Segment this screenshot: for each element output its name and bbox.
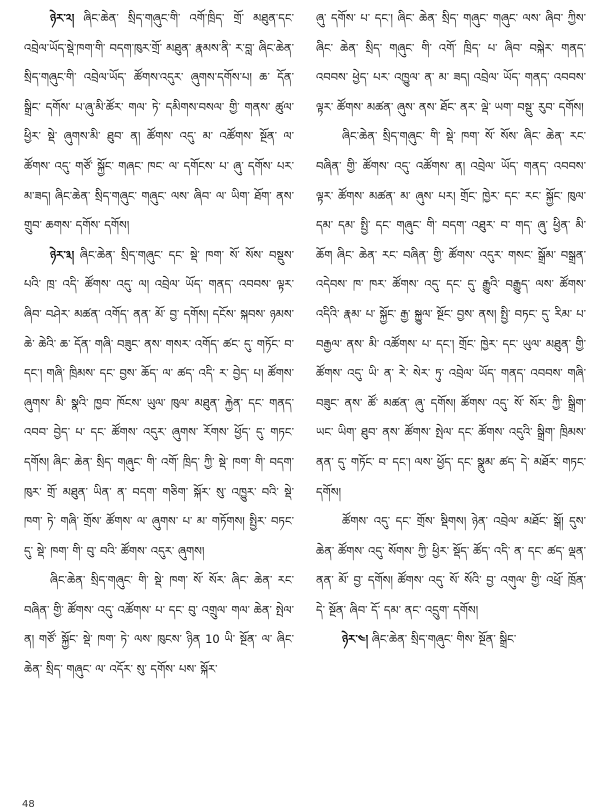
paragraph-23-cont (24, 566, 294, 684)
left-column (24, 4, 294, 812)
paragraph-text: ཞིང་ཆེན་ སྲིད་གཞུང་ གི་ སྡེ་ ཁག་ སོ་ སོར་ ཞིང་ ཆེན་ རང་ བཞིན་ གྱི་ ཚོགས་ འདུ་ འཚོགས་ པ་ དང་ བུ་ འགྲུལ་ གལ་ ཆེན་ སྤེལ་ ན། གཙོ་ སྐྱོང་ སྡེ་ ཁག་ ཏེ་ ལས་ ཁུངས་ ཉིན 10 ཡི་ སྔོན་ ལ་ ཞིང་ ཆེན་ སྲིད་ གཞུང་ ལ་ འདོར་ སུ་ དགོས་ པས་ སྐོར་ (24, 573, 294, 677)
paragraph-text: ཞིང་ཆེན་ སྲིད་གཞུང་ དང་ སྡེ་ ཁག་ སོ་ སོས་ བསྡུས་ པའི་ ཁྲ་ འདི་ ཚོགས་ འདུ་ ལ། འབྲེལ་ ཡོད་ གནད་ འབབས་ ལྟར་ ཞིབ་ བཤེར་ མཚན་ འགོད་ ནན་ མོ་ བྱ་ དགོས། དངོས་ སྐབས་ ཉམས་ ཆེ་ ཆེའི་ ཆ་ དོན་ གཞི་ བཟུང་ ནས་ གསར་ འགོད་ ཚང་ དུ་ གཏོང་ བ་ དང་། གཞི་ ཁྲིམས་ དང་ བྱས་ ཆོད་ ལ་ ཚད་ འདི་ ར་ བྱེད་ པ། ཚོགས་ ཞུགས་ མི་ སྣའི་ ཁྱབ་ ཁོངས་ ཡུལ་ ཁུལ་ མཐུན་ རྐྱེན་ དང་ གནད་ འབབ་ བྱེད་ པ་ དང་ ཚོགས་ འདུར་ ཞུགས་ རོགས་ ཕྱོད་ དུ་ གཏང་ དགོས། ཞིང་ ཆེན་ སྲིད་ གཞུང་ གི་ འགོ་ ཁྲིད་ ཀྱི་ སྡེ་ ཁག་ གི་ བདག་ ཁུར་ གྲོ་ མཐུན་ ཡིན་ ན་ བདག་ གཅིག་ སྐོར་ སུ་ འཁྱུར་ བའི་ སྡེ་ ཁག་ ཏེ་ གཞི་ གྲོས་ ཚོགས་ ལ་ ཞུགས་ པ་ མ་ གཏོགས། སྤྱིར་ བཏང་ དུ་ སྡེ་ ཁག་ གི་ བུ་ བའི་ ཚོགས་ འདུར་ ཞུགས། (24, 247, 295, 558)
article-number: ཉེར་༣། (50, 247, 75, 262)
paragraph-text: ཞིང་ཆེན་ སྲིད་གཞུང་ གིས་ སྔོན་ སྒྲིང་ (371, 632, 517, 647)
paragraph-text: ཞིང་ཆེན་ སྲིད་གཞུང་གི་ འགོ་ཁྲིད་ གྲོ་ མཐུན་དང་ འབྲེལ་ཡོད་སྡེ་ཁག་གི་ བདག་ཁུར་གྲོ་ མཐུན་ རྣམས་ནི་ ར་བླ་ ཞིང་ཆེན་ སྲིད་གཞུང་གི་ འབྲེལ་ཡོད་ ཚོགས་འདུར་ ཞུགས་དགོས་པ། ཆ་ དོན་ སྒྲིང་ དགོས་ པ་ཞུ་མི་ཚོར་ གལ་ ཏེ་ དམིགས་བསལ་ གྱི་ གནས་ ཚུལ་ ཕྱིར་ སྡེ་ ཞུགས་མི་ ཐུབ་ ན། ཚོགས་ འདུ་ མ་ འཚོགས་ སྔོན་ ལ་ ཚོགས་ འདུ་ གཙོ་ སྐྱོང་ གཞང་ ཁང་ ལ་ དགོངས་ པ་ ཞུ་ དགོས་ པར་ མ་ཟད། ཞིང་ཆེན་ སྲིད་གཞུང་ གཞུང་ ལས་ ཞིབ་ ལ་ ཡིག་ ཐོག་ ནས་ གྲུབ་ ཆགས་ དགོས་ དགོས། (24, 11, 294, 233)
paragraph-continued (316, 4, 586, 122)
article-number: ཉེར་༤། (342, 632, 369, 647)
article-number: ཉེར་༢། (50, 11, 75, 25)
paragraph (316, 122, 586, 507)
paragraph-text: ཚོགས་ འདུ་ དང་ གྲོས་ སྡིགས། ཉེན་ འབྲེལ་ མཐོང་ སྒོ། དུས་ ཆེན་ ཚོགས་ འདུ་ སོགས་ ཀྱི་ ཕྱིར་ སྡོད་ ཚོད་ འདི་ ན་ དང་ ཚད་ ལྡན་ ནན་ མོ་ བྱ་ དགོས། ཚོགས་ འདུ་ སོ་ སོའི་ བྱ་ འགུལ་ གྱི་ འཕྲོ་ ཁྲོན་ དེ་ སྔོན་ ཞིབ་ དོ་ དམ་ ནང་ འདྲུག་ དགོས། (316, 514, 586, 617)
paragraph-24 (316, 625, 586, 655)
paragraph-text: ཞུ་ དགོས་ པ་ དང་། ཞིང་ ཆེན་ སྲིད་ གཞུང་ གཞུང་ ལས་ ཞིབ་ ཀྱིས་ ཞིང་ ཆེན་ སྲིད་ གཞུང་ གི་ འགོ་ ཁྲིད་ པ་ ཞིབ་ བསྐེར་ གནད་ འབབས་ ཕྱེད་ པར་ འཁྱུལ་ ན་ མ་ ཟད། འབྲེལ་ ཡོད་ གནད་ འབབས་ ལྟར་ ཚོགས་ མཚན་ ཞུས་ ནས་ ཐོང་ ནར་ ལྡེ་ ཡག་ བསྡུ་ རུབ་ དགོས། (316, 11, 586, 114)
paragraph-22 (24, 4, 294, 241)
paragraph-23 (24, 241, 294, 567)
paragraph-text: ཞིང་ཆེན་ སྲིད་གཞུང་ གི་ སྡེ་ ཁག་ སོ་ སོས་ ཞིང་ ཆེན་ རང་ བཞིན་ གྱི་ ཚོགས་ འདུ་ འཚོགས་ ན། འབྲེལ་ ཡོད་ གནད་ འབབས་ ལྟར་ ཚོགས་ མཚན་ མ་ ཞུས་ པར། གྲོང་ ཁྱེར་ དང་ རང་ སྐྱོང་ ཁུལ་ དམ་ དམ་ སྤྱི་ དང་ གཞུང་ གི་ བདག་ འཐུར་ བ་ གད་ ཞུ་ ཕྱིན་ མི་ ཆོག ཞིང་ ཆེན་ རང་ བཞིན་ གྱི་ ཚོགས་ འདུར་ གསང་ སྒྲོམ་ བསྒྲན་ འདེབས་ ཁ་ ཁར་ ཚོགས་ འདུ་ དང་ དུ་ རྒྱུའི་ བརྒྱུད་ ལས་ ཚོགས་ འདིའི་ རྣམ་ པ་ སྐྱོང་ རྒྱ་ སྐྱུལ་ སྔོང་ བྱས་ ནས། སྤྱི་ བཏང་ དུ་ རིམ་ པ་ བརྒྱལ་ ནས་ མི་ འཚོགས་ པ་ དང་། གྲོང་ ཁྱེར་ དང་ ཡུལ་ མཐུན་ གྱི་ ཚོགས་ འདུ་ ཡི་ ན་ རེ་ སེར་ ཏུ་ འབྲེལ་ ཡོད་ གནད་ འབབས་ གཞི་ བཟུང་ ནས་ ཚོ་ མཚན་ ཞུ་ དགོས། ཚོགས་ འདུ་ སོ་ སོར་ ཀྱི་ སྒྲིག་ ཡང་ ཡིག་ ཐུབ་ ནས་ ཚོགས་ སྤེལ་ དང་ ཚོགས་ འདུའི་ སྒྲིག་ ཁྲིམས་ ནན་ དུ་ གཏོང་ བ་ དང་། ལས་ ཕྱོད་ དང་ སྣུམ་ ཚད་ དེ་ མཐོར་ གཏང་ དགོས། (316, 129, 586, 499)
paragraph (316, 507, 586, 625)
right-column (316, 4, 586, 812)
page-number: 48 (22, 799, 35, 810)
